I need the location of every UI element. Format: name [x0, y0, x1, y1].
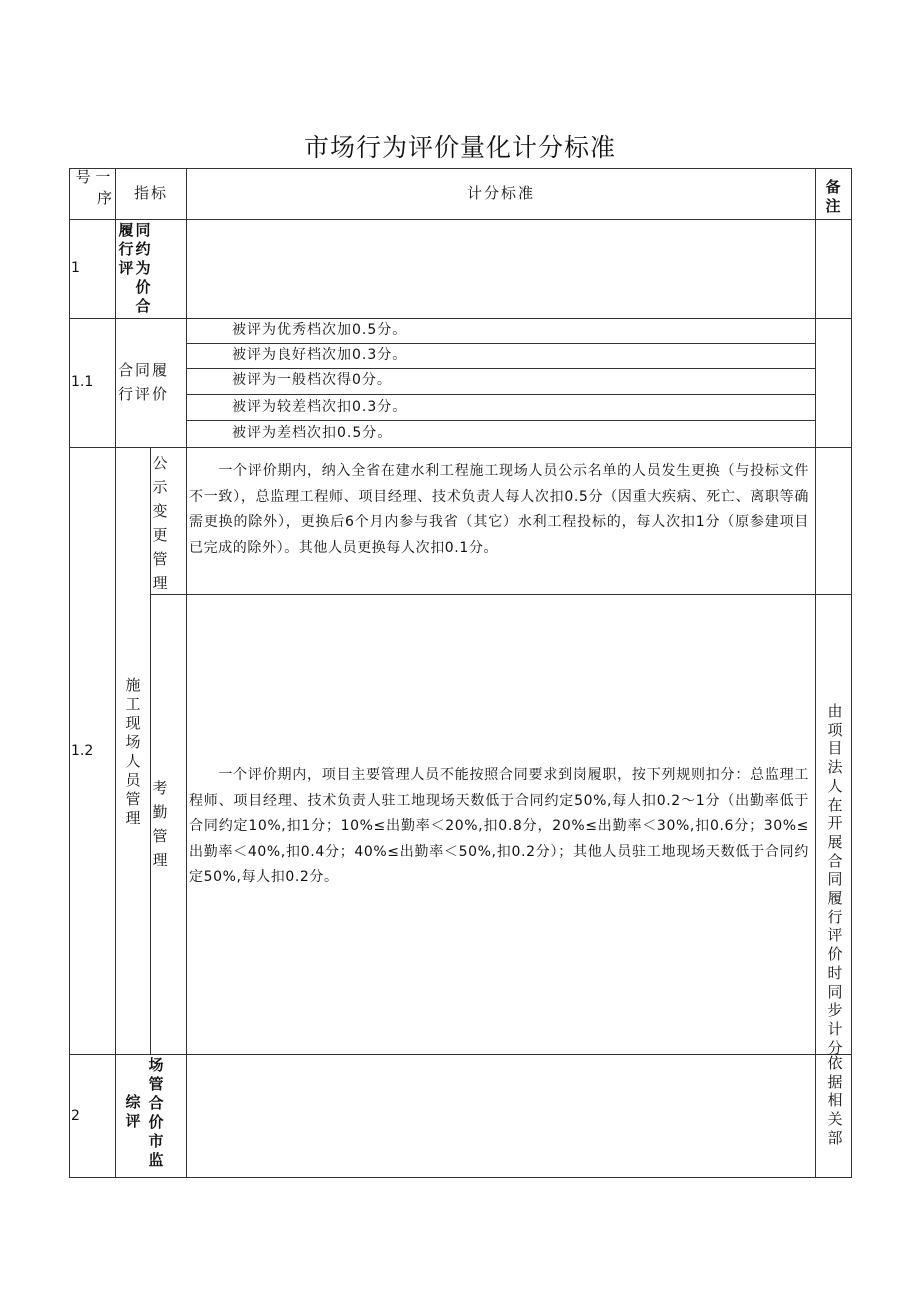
row11-item: 被评为一般档次得0分。 — [232, 372, 392, 388]
row12-sub1-label: 公示变更管理 — [152, 454, 168, 592]
row1-seq: 1 — [71, 260, 80, 276]
row11-indicator-line2: 行评价 — [118, 385, 170, 403]
grid-line — [150, 594, 852, 595]
row2-indicator-col1: 综评 — [125, 1093, 141, 1130]
row2-indicator-col2: 场管合价市监 — [148, 1056, 164, 1169]
row1-indicator-col2: 同约为价合 — [135, 221, 151, 315]
row1-indicator-col1: 履行评 — [118, 221, 134, 277]
grid-line — [851, 168, 852, 1178]
row11-indicator-line1: 合同履 — [118, 361, 170, 379]
grid-line — [69, 168, 70, 1178]
header-standard: 计分标准 — [466, 184, 535, 202]
row11-seq: 1.1 — [71, 374, 94, 390]
page-title: 市场行为评价量化计分标准 — [303, 133, 616, 162]
row12-sub1-text: 一个评价期内，纳入全省在建水利工程施工现场人员公示名单的人员发生更换（与投标文件不一致），总监理工程师、项目经理、技术负责人每人次扣0.5分（因重大疾病、死亡、离职等确需更换的除外），更换后6个月内参与我省（其它）水利工程投标的，每人次扣1分（原参建项目已完成的除外）。其他人员更换每人次扣0.1分。 — [189, 463, 809, 556]
row12-sub2-label: 考勤管理 — [152, 779, 168, 869]
row12-indicator: 施工现场人员管理 — [125, 676, 141, 827]
row11-item: 被评为优秀档次加0.5分。 — [232, 322, 408, 338]
row11-item: 被评为较差档次扣0.3分。 — [232, 399, 408, 415]
header-seq-bottom: 序 — [96, 189, 112, 207]
header-remark: 备注 — [825, 178, 841, 215]
row11-item: 被评为差档次扣0.5分。 — [232, 425, 393, 441]
row2-remark: 依据相关部 — [827, 1054, 843, 1147]
grid-line — [186, 168, 187, 1178]
header-seq-top: 号 一 — [75, 168, 111, 186]
row2-seq: 2 — [71, 1108, 80, 1124]
scoring-table — [69, 168, 852, 1178]
row11-item: 被评为良好档次加0.3分。 — [232, 347, 408, 363]
header-indicator: 指标 — [133, 184, 168, 202]
row12-seq: 1.2 — [71, 743, 94, 759]
grid-line — [815, 168, 816, 1178]
grid-line — [115, 168, 116, 1178]
row12-sub2-text: 一个评价期内，项目主要管理人员不能按照合同要求到岗履职，按下列规则扣分：总监理工程师、项目经理、技术负责人驻工地现场天数低于合同约定50%,每人扣0.2～1分（出勤率低于合同约定10%,扣1分；10%≤出勤率＜20%,扣0.8分，20%≤出勤率＜30%,扣0.6分；30%≤出勤率＜40%,扣0.4分；40%≤出勤率＜50%,扣0.2分）；其他人员驻工地现场天数低于合同约定50%,每人扣0.2分。 — [189, 767, 809, 885]
row12-remark: 由项目法人在开展合同履行评价时同步计分 — [827, 702, 843, 1057]
